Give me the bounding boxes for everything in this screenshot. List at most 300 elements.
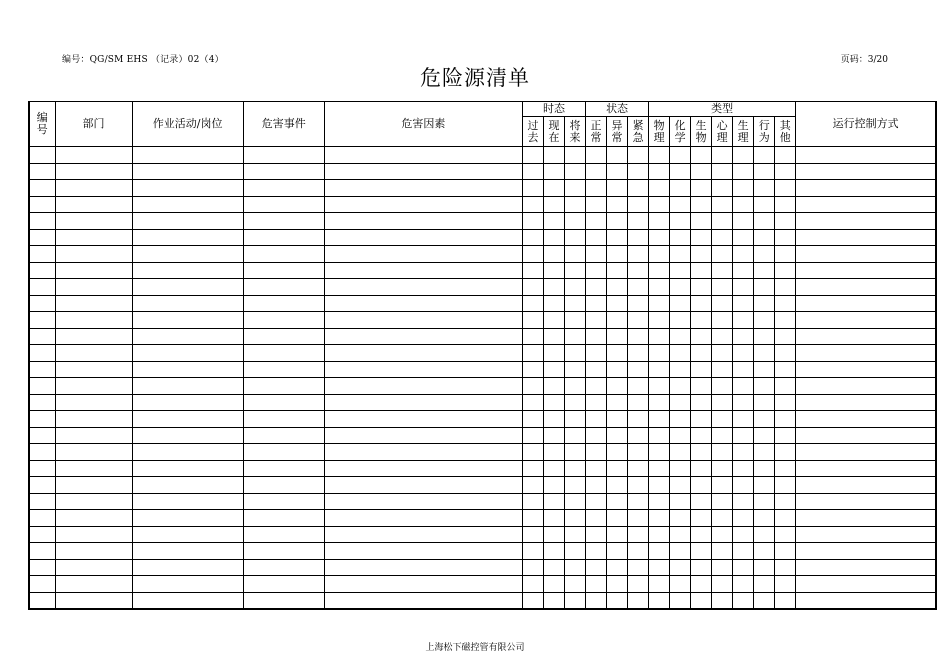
table-cell[interactable]: [55, 229, 132, 246]
table-cell[interactable]: [243, 576, 324, 593]
table-cell[interactable]: [564, 477, 585, 494]
table-cell[interactable]: [324, 592, 522, 609]
table-cell[interactable]: [132, 328, 243, 345]
table-cell[interactable]: [324, 361, 522, 378]
table-cell[interactable]: [324, 246, 522, 263]
table-cell[interactable]: [132, 262, 243, 279]
table-cell[interactable]: [712, 460, 733, 477]
table-cell[interactable]: [543, 246, 564, 263]
table-cell[interactable]: [55, 246, 132, 263]
table-cell[interactable]: [796, 196, 936, 213]
table-cell[interactable]: [522, 543, 543, 560]
table-cell[interactable]: [522, 312, 543, 329]
table-cell[interactable]: [754, 378, 775, 395]
table-cell[interactable]: [564, 279, 585, 296]
table-cell[interactable]: [55, 312, 132, 329]
table-cell[interactable]: [522, 427, 543, 444]
table-cell[interactable]: [754, 312, 775, 329]
table-cell[interactable]: [775, 246, 796, 263]
table-cell[interactable]: [670, 279, 691, 296]
table-cell[interactable]: [55, 147, 132, 164]
table-cell[interactable]: [243, 361, 324, 378]
table-cell[interactable]: [691, 229, 712, 246]
table-cell[interactable]: [628, 163, 649, 180]
table-cell[interactable]: [564, 510, 585, 527]
table-cell[interactable]: [649, 345, 670, 362]
table-cell[interactable]: [522, 180, 543, 197]
table-cell[interactable]: [543, 427, 564, 444]
table-cell[interactable]: [796, 328, 936, 345]
table-cell[interactable]: [733, 378, 754, 395]
table-cell[interactable]: [691, 328, 712, 345]
table-cell[interactable]: [564, 460, 585, 477]
table-cell[interactable]: [796, 163, 936, 180]
table-cell[interactable]: [324, 394, 522, 411]
table-cell[interactable]: [29, 345, 55, 362]
table-cell[interactable]: [649, 213, 670, 230]
table-cell[interactable]: [132, 361, 243, 378]
table-cell[interactable]: [754, 345, 775, 362]
table-cell[interactable]: [243, 444, 324, 461]
table-cell[interactable]: [775, 444, 796, 461]
table-cell[interactable]: [691, 559, 712, 576]
table-cell[interactable]: [29, 180, 55, 197]
table-cell[interactable]: [796, 411, 936, 428]
table-cell[interactable]: [649, 576, 670, 593]
table-cell[interactable]: [691, 526, 712, 543]
table-cell[interactable]: [691, 493, 712, 510]
table-cell[interactable]: [670, 196, 691, 213]
table-cell[interactable]: [628, 246, 649, 263]
table-cell[interactable]: [586, 592, 607, 609]
table-cell[interactable]: [29, 411, 55, 428]
table-cell[interactable]: [712, 378, 733, 395]
table-cell[interactable]: [796, 180, 936, 197]
table-cell[interactable]: [522, 213, 543, 230]
table-cell[interactable]: [522, 477, 543, 494]
table-cell[interactable]: [670, 180, 691, 197]
table-cell[interactable]: [754, 444, 775, 461]
table-cell[interactable]: [586, 460, 607, 477]
table-cell[interactable]: [796, 526, 936, 543]
table-cell[interactable]: [132, 526, 243, 543]
table-cell[interactable]: [775, 196, 796, 213]
table-cell[interactable]: [691, 592, 712, 609]
table-cell[interactable]: [243, 378, 324, 395]
table-cell[interactable]: [324, 163, 522, 180]
table-cell[interactable]: [55, 427, 132, 444]
table-cell[interactable]: [586, 295, 607, 312]
table-cell[interactable]: [132, 163, 243, 180]
table-cell[interactable]: [733, 444, 754, 461]
table-cell[interactable]: [754, 411, 775, 428]
table-cell[interactable]: [243, 229, 324, 246]
table-cell[interactable]: [586, 312, 607, 329]
table-cell[interactable]: [670, 427, 691, 444]
table-cell[interactable]: [712, 510, 733, 527]
table-cell[interactable]: [586, 279, 607, 296]
table-cell[interactable]: [586, 378, 607, 395]
table-cell[interactable]: [564, 576, 585, 593]
table-cell[interactable]: [754, 213, 775, 230]
table-cell[interactable]: [564, 543, 585, 560]
table-cell[interactable]: [55, 345, 132, 362]
table-cell[interactable]: [754, 460, 775, 477]
table-cell[interactable]: [522, 147, 543, 164]
table-cell[interactable]: [775, 460, 796, 477]
table-cell[interactable]: [586, 147, 607, 164]
table-cell[interactable]: [712, 295, 733, 312]
table-cell[interactable]: [691, 279, 712, 296]
table-cell[interactable]: [754, 328, 775, 345]
table-cell[interactable]: [55, 460, 132, 477]
table-cell[interactable]: [775, 394, 796, 411]
table-cell[interactable]: [649, 411, 670, 428]
table-cell[interactable]: [543, 576, 564, 593]
table-cell[interactable]: [586, 345, 607, 362]
table-cell[interactable]: [522, 592, 543, 609]
table-cell[interactable]: [55, 262, 132, 279]
table-cell[interactable]: [628, 180, 649, 197]
table-cell[interactable]: [243, 411, 324, 428]
table-cell[interactable]: [564, 427, 585, 444]
table-cell[interactable]: [55, 361, 132, 378]
table-cell[interactable]: [607, 493, 628, 510]
table-cell[interactable]: [55, 510, 132, 527]
table-cell[interactable]: [628, 328, 649, 345]
table-cell[interactable]: [29, 493, 55, 510]
table-cell[interactable]: [324, 526, 522, 543]
table-cell[interactable]: [243, 510, 324, 527]
table-cell[interactable]: [522, 526, 543, 543]
table-cell[interactable]: [55, 378, 132, 395]
table-cell[interactable]: [522, 262, 543, 279]
table-cell[interactable]: [628, 559, 649, 576]
table-cell[interactable]: [796, 147, 936, 164]
table-cell[interactable]: [733, 246, 754, 263]
table-cell[interactable]: [649, 427, 670, 444]
table-cell[interactable]: [543, 394, 564, 411]
table-cell[interactable]: [29, 592, 55, 609]
table-cell[interactable]: [670, 246, 691, 263]
table-cell[interactable]: [324, 444, 522, 461]
table-cell[interactable]: [243, 312, 324, 329]
table-cell[interactable]: [775, 147, 796, 164]
table-cell[interactable]: [733, 328, 754, 345]
table-cell[interactable]: [607, 444, 628, 461]
table-cell[interactable]: [649, 526, 670, 543]
table-cell[interactable]: [670, 543, 691, 560]
table-cell[interactable]: [607, 279, 628, 296]
table-cell[interactable]: [775, 328, 796, 345]
table-cell[interactable]: [712, 213, 733, 230]
table-cell[interactable]: [796, 361, 936, 378]
table-cell[interactable]: [691, 262, 712, 279]
table-cell[interactable]: [628, 279, 649, 296]
table-cell[interactable]: [543, 163, 564, 180]
table-cell[interactable]: [628, 378, 649, 395]
table-cell[interactable]: [670, 526, 691, 543]
table-cell[interactable]: [754, 592, 775, 609]
table-cell[interactable]: [712, 444, 733, 461]
table-cell[interactable]: [733, 543, 754, 560]
table-cell[interactable]: [607, 246, 628, 263]
table-cell[interactable]: [132, 444, 243, 461]
table-cell[interactable]: [796, 460, 936, 477]
table-cell[interactable]: [607, 411, 628, 428]
table-cell[interactable]: [607, 213, 628, 230]
table-cell[interactable]: [564, 262, 585, 279]
table-cell[interactable]: [712, 345, 733, 362]
table-cell[interactable]: [543, 444, 564, 461]
table-cell[interactable]: [522, 361, 543, 378]
table-cell[interactable]: [754, 427, 775, 444]
table-cell[interactable]: [712, 180, 733, 197]
table-cell[interactable]: [243, 180, 324, 197]
table-cell[interactable]: [691, 147, 712, 164]
table-cell[interactable]: [324, 262, 522, 279]
table-cell[interactable]: [586, 180, 607, 197]
table-cell[interactable]: [586, 262, 607, 279]
table-cell[interactable]: [712, 196, 733, 213]
table-cell[interactable]: [733, 361, 754, 378]
table-cell[interactable]: [691, 345, 712, 362]
table-cell[interactable]: [543, 477, 564, 494]
table-cell[interactable]: [324, 559, 522, 576]
table-cell[interactable]: [796, 427, 936, 444]
table-cell[interactable]: [754, 180, 775, 197]
table-cell[interactable]: [691, 460, 712, 477]
table-cell[interactable]: [607, 196, 628, 213]
table-cell[interactable]: [712, 576, 733, 593]
table-cell[interactable]: [670, 361, 691, 378]
table-cell[interactable]: [324, 196, 522, 213]
table-cell[interactable]: [55, 196, 132, 213]
table-cell[interactable]: [243, 559, 324, 576]
table-cell[interactable]: [775, 378, 796, 395]
table-cell[interactable]: [586, 213, 607, 230]
table-cell[interactable]: [607, 576, 628, 593]
table-cell[interactable]: [324, 213, 522, 230]
table-cell[interactable]: [522, 411, 543, 428]
table-cell[interactable]: [29, 477, 55, 494]
table-cell[interactable]: [712, 559, 733, 576]
table-cell[interactable]: [754, 576, 775, 593]
table-cell[interactable]: [775, 229, 796, 246]
table-cell[interactable]: [607, 378, 628, 395]
table-cell[interactable]: [564, 411, 585, 428]
table-cell[interactable]: [712, 328, 733, 345]
table-cell[interactable]: [670, 411, 691, 428]
table-cell[interactable]: [754, 279, 775, 296]
table-cell[interactable]: [754, 229, 775, 246]
table-cell[interactable]: [670, 345, 691, 362]
table-cell[interactable]: [543, 543, 564, 560]
table-cell[interactable]: [733, 345, 754, 362]
table-cell[interactable]: [691, 196, 712, 213]
table-cell[interactable]: [775, 361, 796, 378]
table-cell[interactable]: [55, 213, 132, 230]
table-cell[interactable]: [132, 279, 243, 296]
table-cell[interactable]: [29, 229, 55, 246]
table-cell[interactable]: [607, 163, 628, 180]
table-cell[interactable]: [564, 213, 585, 230]
table-cell[interactable]: [586, 477, 607, 494]
table-cell[interactable]: [607, 328, 628, 345]
table-cell[interactable]: [543, 180, 564, 197]
table-cell[interactable]: [670, 444, 691, 461]
table-cell[interactable]: [324, 411, 522, 428]
table-cell[interactable]: [522, 493, 543, 510]
table-cell[interactable]: [691, 444, 712, 461]
table-cell[interactable]: [564, 180, 585, 197]
table-cell[interactable]: [29, 361, 55, 378]
table-cell[interactable]: [324, 510, 522, 527]
table-cell[interactable]: [796, 262, 936, 279]
table-cell[interactable]: [649, 460, 670, 477]
table-cell[interactable]: [564, 295, 585, 312]
table-cell[interactable]: [670, 295, 691, 312]
table-cell[interactable]: [543, 262, 564, 279]
table-cell[interactable]: [132, 147, 243, 164]
table-cell[interactable]: [243, 213, 324, 230]
table-cell[interactable]: [324, 543, 522, 560]
table-cell[interactable]: [324, 312, 522, 329]
table-cell[interactable]: [243, 246, 324, 263]
table-cell[interactable]: [754, 394, 775, 411]
table-cell[interactable]: [586, 444, 607, 461]
table-cell[interactable]: [691, 213, 712, 230]
table-cell[interactable]: [628, 493, 649, 510]
table-cell[interactable]: [628, 526, 649, 543]
table-cell[interactable]: [132, 312, 243, 329]
table-cell[interactable]: [649, 493, 670, 510]
table-cell[interactable]: [607, 510, 628, 527]
table-cell[interactable]: [712, 262, 733, 279]
table-cell[interactable]: [607, 592, 628, 609]
table-cell[interactable]: [649, 279, 670, 296]
table-cell[interactable]: [712, 361, 733, 378]
table-cell[interactable]: [691, 394, 712, 411]
table-cell[interactable]: [543, 559, 564, 576]
table-cell[interactable]: [586, 543, 607, 560]
table-cell[interactable]: [649, 559, 670, 576]
table-cell[interactable]: [670, 576, 691, 593]
table-cell[interactable]: [628, 394, 649, 411]
table-cell[interactable]: [691, 312, 712, 329]
table-cell[interactable]: [243, 526, 324, 543]
table-cell[interactable]: [628, 444, 649, 461]
table-cell[interactable]: [29, 576, 55, 593]
table-cell[interactable]: [691, 576, 712, 593]
table-cell[interactable]: [670, 312, 691, 329]
table-cell[interactable]: [29, 328, 55, 345]
table-cell[interactable]: [564, 147, 585, 164]
table-cell[interactable]: [29, 444, 55, 461]
table-cell[interactable]: [607, 295, 628, 312]
table-cell[interactable]: [543, 493, 564, 510]
table-cell[interactable]: [29, 279, 55, 296]
table-cell[interactable]: [754, 147, 775, 164]
table-cell[interactable]: [324, 576, 522, 593]
table-cell[interactable]: [649, 361, 670, 378]
table-cell[interactable]: [522, 295, 543, 312]
table-cell[interactable]: [733, 526, 754, 543]
table-cell[interactable]: [691, 246, 712, 263]
table-cell[interactable]: [564, 345, 585, 362]
table-cell[interactable]: [754, 163, 775, 180]
table-cell[interactable]: [712, 312, 733, 329]
table-cell[interactable]: [324, 378, 522, 395]
table-cell[interactable]: [29, 163, 55, 180]
table-cell[interactable]: [796, 444, 936, 461]
table-cell[interactable]: [607, 559, 628, 576]
table-cell[interactable]: [324, 477, 522, 494]
table-cell[interactable]: [754, 262, 775, 279]
table-cell[interactable]: [55, 163, 132, 180]
table-cell[interactable]: [29, 427, 55, 444]
table-cell[interactable]: [796, 229, 936, 246]
table-cell[interactable]: [775, 180, 796, 197]
table-cell[interactable]: [754, 543, 775, 560]
table-cell[interactable]: [691, 378, 712, 395]
table-cell[interactable]: [586, 559, 607, 576]
table-cell[interactable]: [586, 246, 607, 263]
table-cell[interactable]: [670, 147, 691, 164]
table-cell[interactable]: [649, 262, 670, 279]
table-cell[interactable]: [733, 427, 754, 444]
table-cell[interactable]: [670, 460, 691, 477]
table-cell[interactable]: [29, 510, 55, 527]
table-cell[interactable]: [628, 361, 649, 378]
table-cell[interactable]: [243, 493, 324, 510]
table-cell[interactable]: [691, 163, 712, 180]
table-cell[interactable]: [29, 196, 55, 213]
table-cell[interactable]: [775, 592, 796, 609]
table-cell[interactable]: [132, 394, 243, 411]
table-cell[interactable]: [691, 477, 712, 494]
table-cell[interactable]: [649, 196, 670, 213]
table-cell[interactable]: [564, 378, 585, 395]
table-cell[interactable]: [607, 147, 628, 164]
table-cell[interactable]: [775, 543, 796, 560]
table-cell[interactable]: [691, 295, 712, 312]
table-cell[interactable]: [670, 493, 691, 510]
table-cell[interactable]: [522, 328, 543, 345]
table-cell[interactable]: [796, 510, 936, 527]
table-cell[interactable]: [29, 312, 55, 329]
table-cell[interactable]: [775, 312, 796, 329]
table-cell[interactable]: [564, 444, 585, 461]
table-cell[interactable]: [733, 180, 754, 197]
table-cell[interactable]: [543, 510, 564, 527]
table-cell[interactable]: [29, 378, 55, 395]
table-cell[interactable]: [243, 279, 324, 296]
table-cell[interactable]: [628, 460, 649, 477]
table-cell[interactable]: [324, 345, 522, 362]
table-cell[interactable]: [754, 196, 775, 213]
table-cell[interactable]: [607, 394, 628, 411]
table-cell[interactable]: [733, 229, 754, 246]
table-cell[interactable]: [564, 493, 585, 510]
table-cell[interactable]: [543, 592, 564, 609]
table-cell[interactable]: [543, 213, 564, 230]
table-cell[interactable]: [55, 576, 132, 593]
table-cell[interactable]: [586, 427, 607, 444]
table-cell[interactable]: [628, 295, 649, 312]
table-cell[interactable]: [796, 543, 936, 560]
table-cell[interactable]: [29, 213, 55, 230]
